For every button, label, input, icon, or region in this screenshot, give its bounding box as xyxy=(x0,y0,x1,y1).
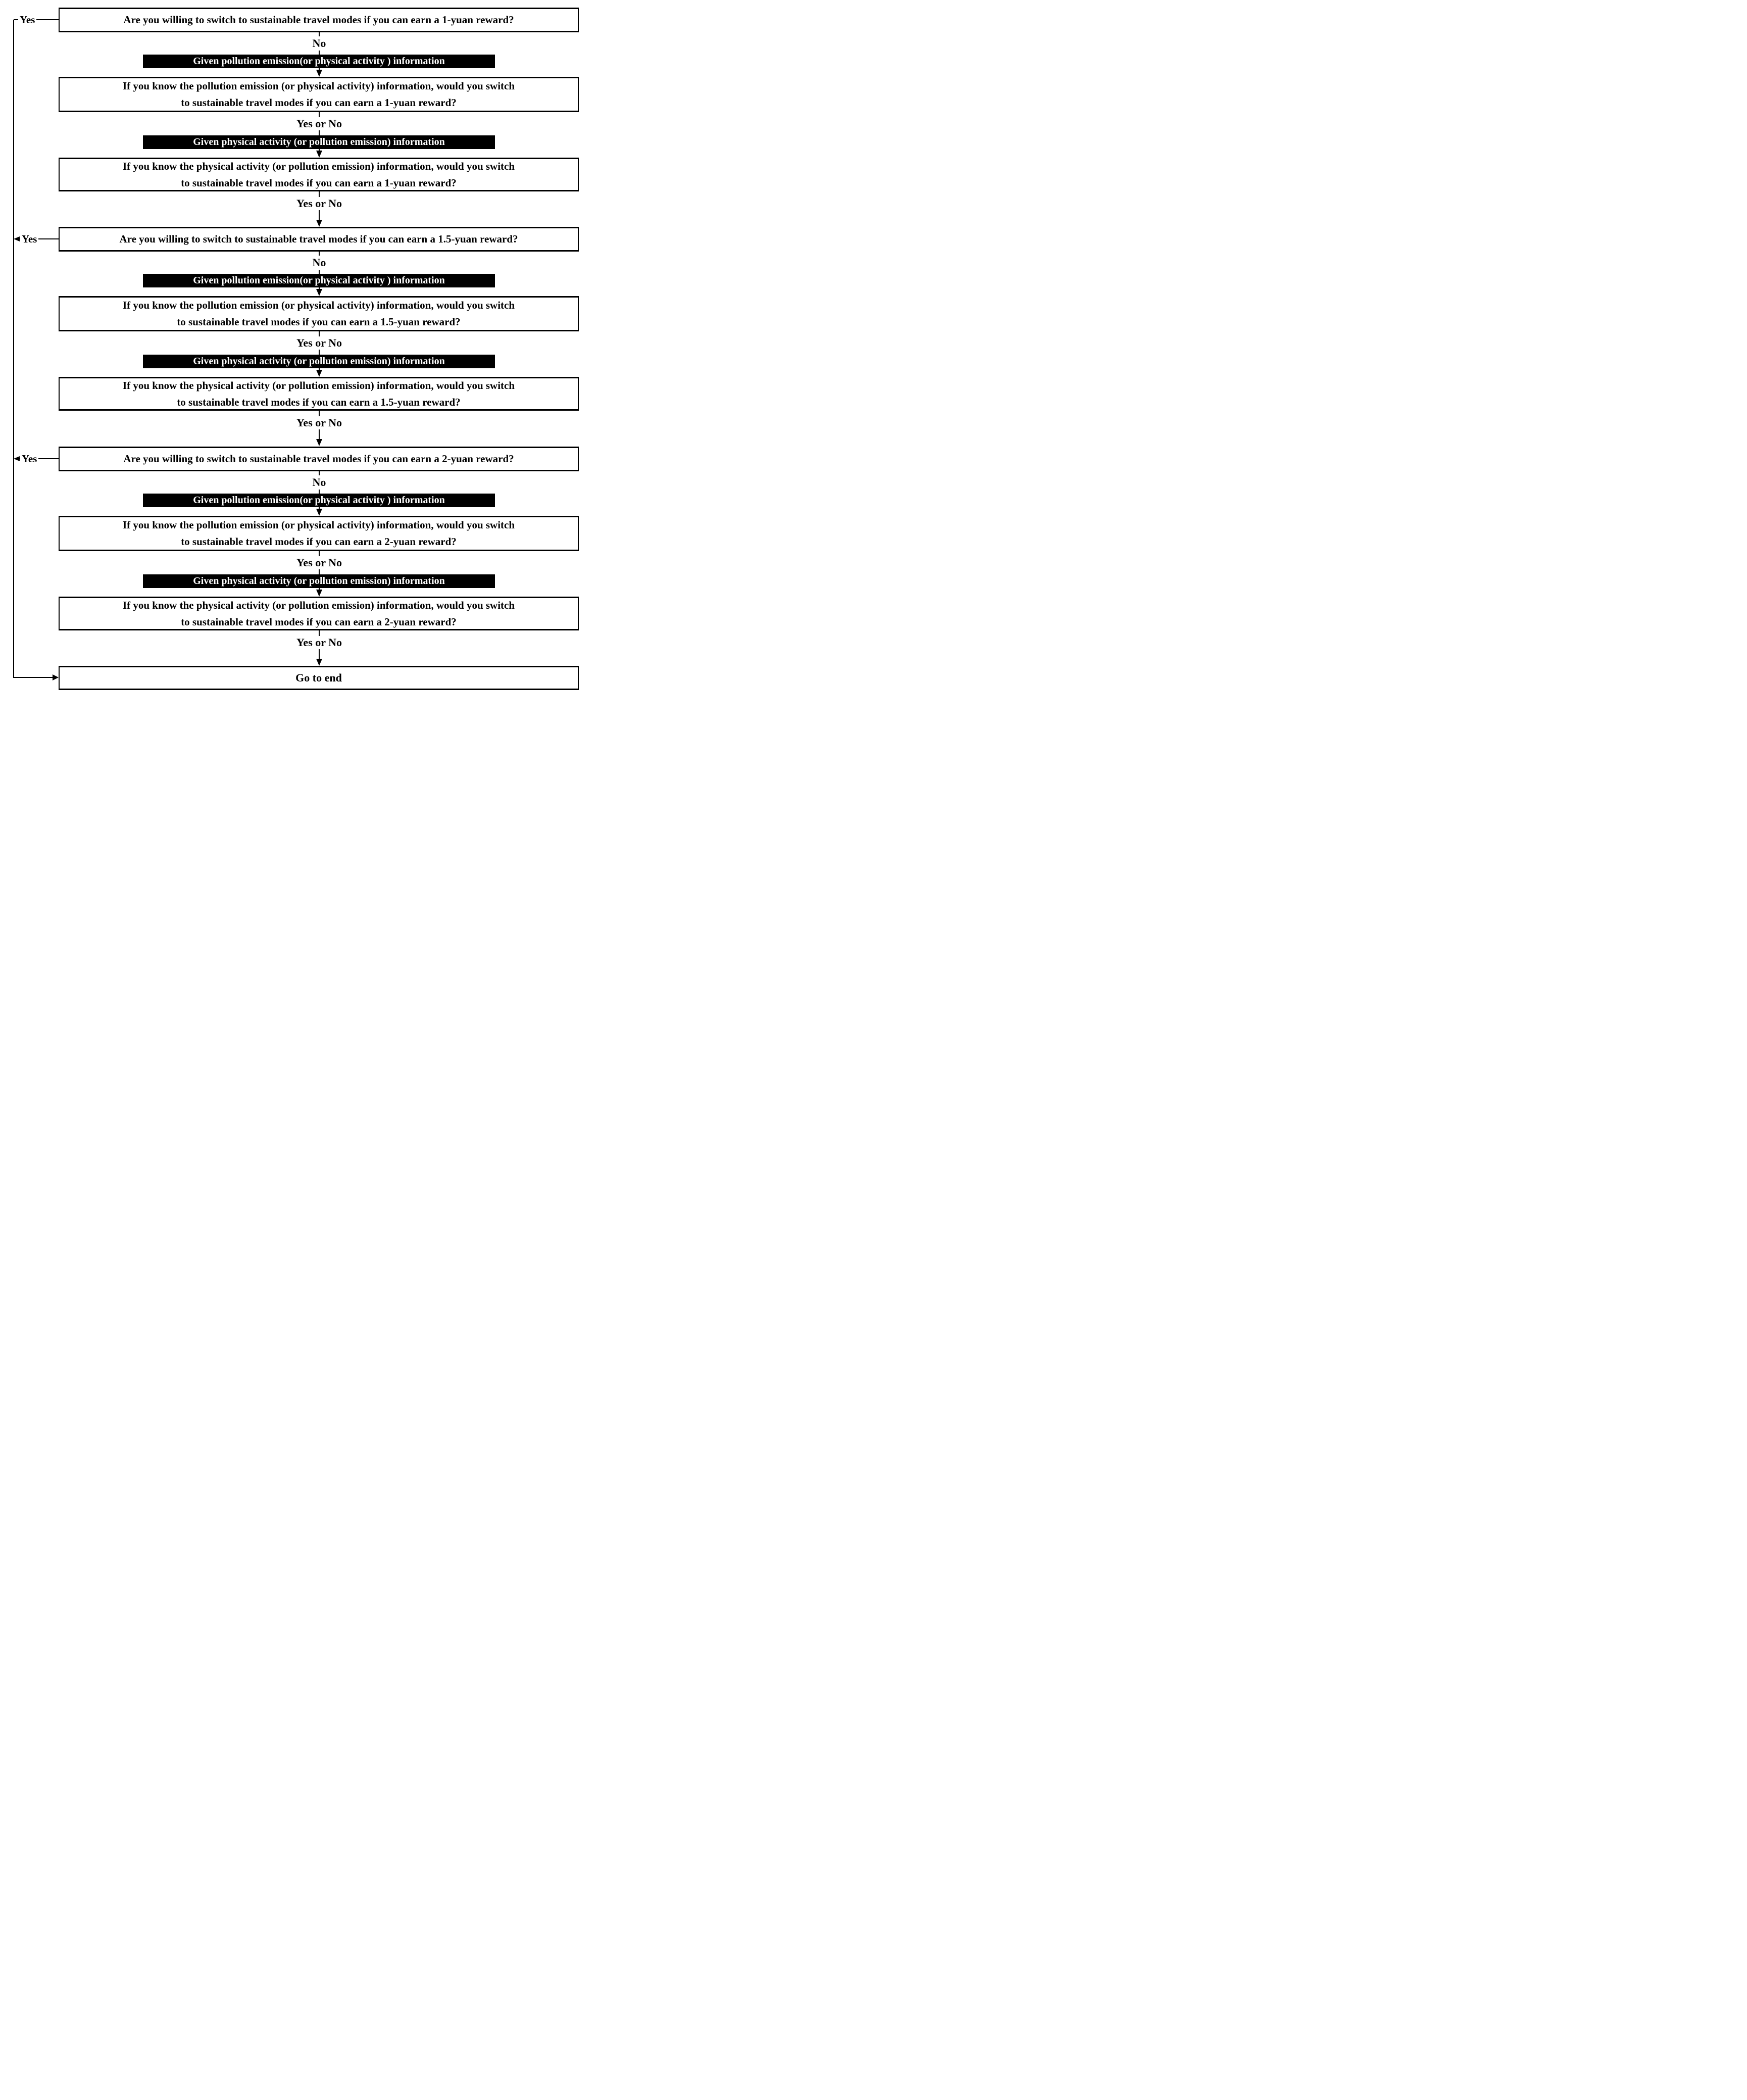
given-physical-bar-1-5yuan xyxy=(143,355,495,368)
given-pollution-bar-1-5yuan xyxy=(143,274,495,287)
connector-line xyxy=(319,630,320,636)
given-pollution-bar-1-5yuan-text: Given pollution emission(or physical activity ) information xyxy=(193,275,445,286)
yes-label-2yuan: Yes xyxy=(20,452,38,465)
physical-question-box-2yuan xyxy=(59,597,579,630)
go-to-end-box-text: Go to end xyxy=(295,671,342,684)
connector-line xyxy=(319,411,320,416)
arrow-down-icon xyxy=(316,151,322,158)
connector-line xyxy=(319,350,320,355)
given-physical-bar-1-5yuan-text: Given physical activity (or pollution emission) information xyxy=(193,356,445,367)
given-pollution-bar-2yuan xyxy=(143,494,495,507)
pollution-question-box-1-5yuan-text xyxy=(66,297,571,330)
connector-line xyxy=(319,429,320,439)
given-pollution-bar-1yuan xyxy=(143,55,495,68)
given-physical-bar-2yuan-text: Given physical activity (or pollution emission) information xyxy=(193,575,445,587)
physical-question-box-1-5yuan xyxy=(59,377,579,411)
arrow-down-icon xyxy=(316,590,322,597)
connector-line xyxy=(319,649,320,659)
flowchart-canvas xyxy=(0,0,582,700)
question-line-1: If you know the physical activity (or pollution emission) information, would you switch xyxy=(122,379,515,392)
yes-or-no-label: Yes or No xyxy=(296,197,342,210)
arrow-down-icon xyxy=(316,370,322,377)
given-physical-bar-1yuan xyxy=(143,135,495,149)
yes-or-no-label: Yes or No xyxy=(296,336,342,349)
no-label: No xyxy=(312,256,326,269)
pollution-question-box-1-5yuan xyxy=(59,296,579,331)
question-line-2: to sustainable travel modes if you can earn a 1-yuan reward? xyxy=(181,96,457,109)
physical-question-box-1yuan-text xyxy=(66,158,571,191)
connector-line xyxy=(319,32,320,36)
end-connector-line xyxy=(14,677,53,678)
connector-line xyxy=(319,331,320,336)
connector-line xyxy=(319,51,320,55)
connector-line xyxy=(319,252,320,256)
connector-line xyxy=(319,569,320,574)
question-line-2: to sustainable travel modes if you can earn a 1.5-yuan reward? xyxy=(177,316,461,328)
willing-box-2yuan xyxy=(59,447,579,471)
go-to-end-box xyxy=(59,666,579,690)
given-physical-bar-1yuan-text: Given physical activity (or pollution emission) information xyxy=(193,136,445,148)
willing-box-1-5yuan-text: Are you willing to switch to sustainable travel modes if you can earn a 1.5-yuan reward? xyxy=(119,233,518,245)
willing-box-1yuan-text: Are you willing to switch to sustainable travel modes if you can earn a 1-yuan reward? xyxy=(123,14,514,26)
physical-question-box-1yuan xyxy=(59,158,579,191)
yes-label-1yuan: Yes xyxy=(18,13,36,26)
connector-line xyxy=(319,210,320,220)
reward-section-1yuan xyxy=(0,8,582,227)
yes-or-no-label: Yes or No xyxy=(296,556,342,569)
reward-section-1-5yuan xyxy=(0,227,582,446)
question-line-2: to sustainable travel modes if you can earn a 1-yuan reward? xyxy=(181,176,457,189)
pollution-question-box-1yuan xyxy=(59,77,579,112)
arrow-down-icon xyxy=(316,659,322,666)
question-line-1: If you know the pollution emission (or physical activity) information, would you switch xyxy=(122,80,515,92)
arrow-down-icon xyxy=(316,439,322,446)
given-pollution-bar-1yuan-text: Given pollution emission(or physical activity ) information xyxy=(193,56,445,67)
question-line-2: to sustainable travel modes if you can earn a 2-yuan reward? xyxy=(181,535,457,548)
willing-box-1-5yuan xyxy=(59,227,579,252)
arrow-right-icon-end xyxy=(53,674,59,680)
yes-or-no-label: Yes or No xyxy=(296,416,342,429)
pollution-question-box-1yuan-text xyxy=(66,78,571,111)
yes-label-1-5yuan: Yes xyxy=(20,232,38,246)
question-line-2: to sustainable travel modes if you can earn a 1.5-yuan reward? xyxy=(177,396,461,408)
no-label: No xyxy=(312,37,326,50)
given-physical-bar-2yuan xyxy=(143,574,495,588)
arrow-down-icon xyxy=(316,509,322,516)
connector-line xyxy=(319,551,320,556)
question-line-1: If you know the physical activity (or pollution emission) information, would you switch xyxy=(122,160,515,172)
willing-box-1yuan xyxy=(59,8,579,32)
question-line-2: to sustainable travel modes if you can earn a 2-yuan reward? xyxy=(181,615,457,628)
arrow-down-icon xyxy=(316,289,322,296)
connector-line xyxy=(319,270,320,274)
connector-line xyxy=(319,112,320,117)
question-line-1: If you know the physical activity (or pollution emission) information, would you switch xyxy=(122,599,515,611)
yes-or-no-label: Yes or No xyxy=(296,117,342,130)
connector-line xyxy=(319,490,320,494)
question-line-1: If you know the pollution emission (or physical activity) information, would you switch xyxy=(122,519,515,531)
connector-line xyxy=(319,130,320,135)
willing-box-2yuan-text: Are you willing to switch to sustainable travel modes if you can earn a 2-yuan reward? xyxy=(123,453,514,465)
physical-question-box-1-5yuan-text xyxy=(66,377,571,411)
reward-section-2yuan xyxy=(0,447,582,666)
pollution-question-box-2yuan xyxy=(59,516,579,551)
question-line-1: If you know the pollution emission (or physical activity) information, would you switch xyxy=(122,299,515,311)
physical-question-box-2yuan-text xyxy=(66,597,571,630)
given-pollution-bar-2yuan-text: Given pollution emission(or physical activity ) information xyxy=(193,495,445,506)
connector-line xyxy=(319,471,320,475)
connector-line xyxy=(319,191,320,197)
arrow-down-icon xyxy=(316,70,322,77)
yes-or-no-label: Yes or No xyxy=(296,636,342,649)
arrow-down-icon xyxy=(316,220,322,227)
pollution-question-box-2yuan-text xyxy=(66,517,571,550)
no-label: No xyxy=(312,476,326,489)
